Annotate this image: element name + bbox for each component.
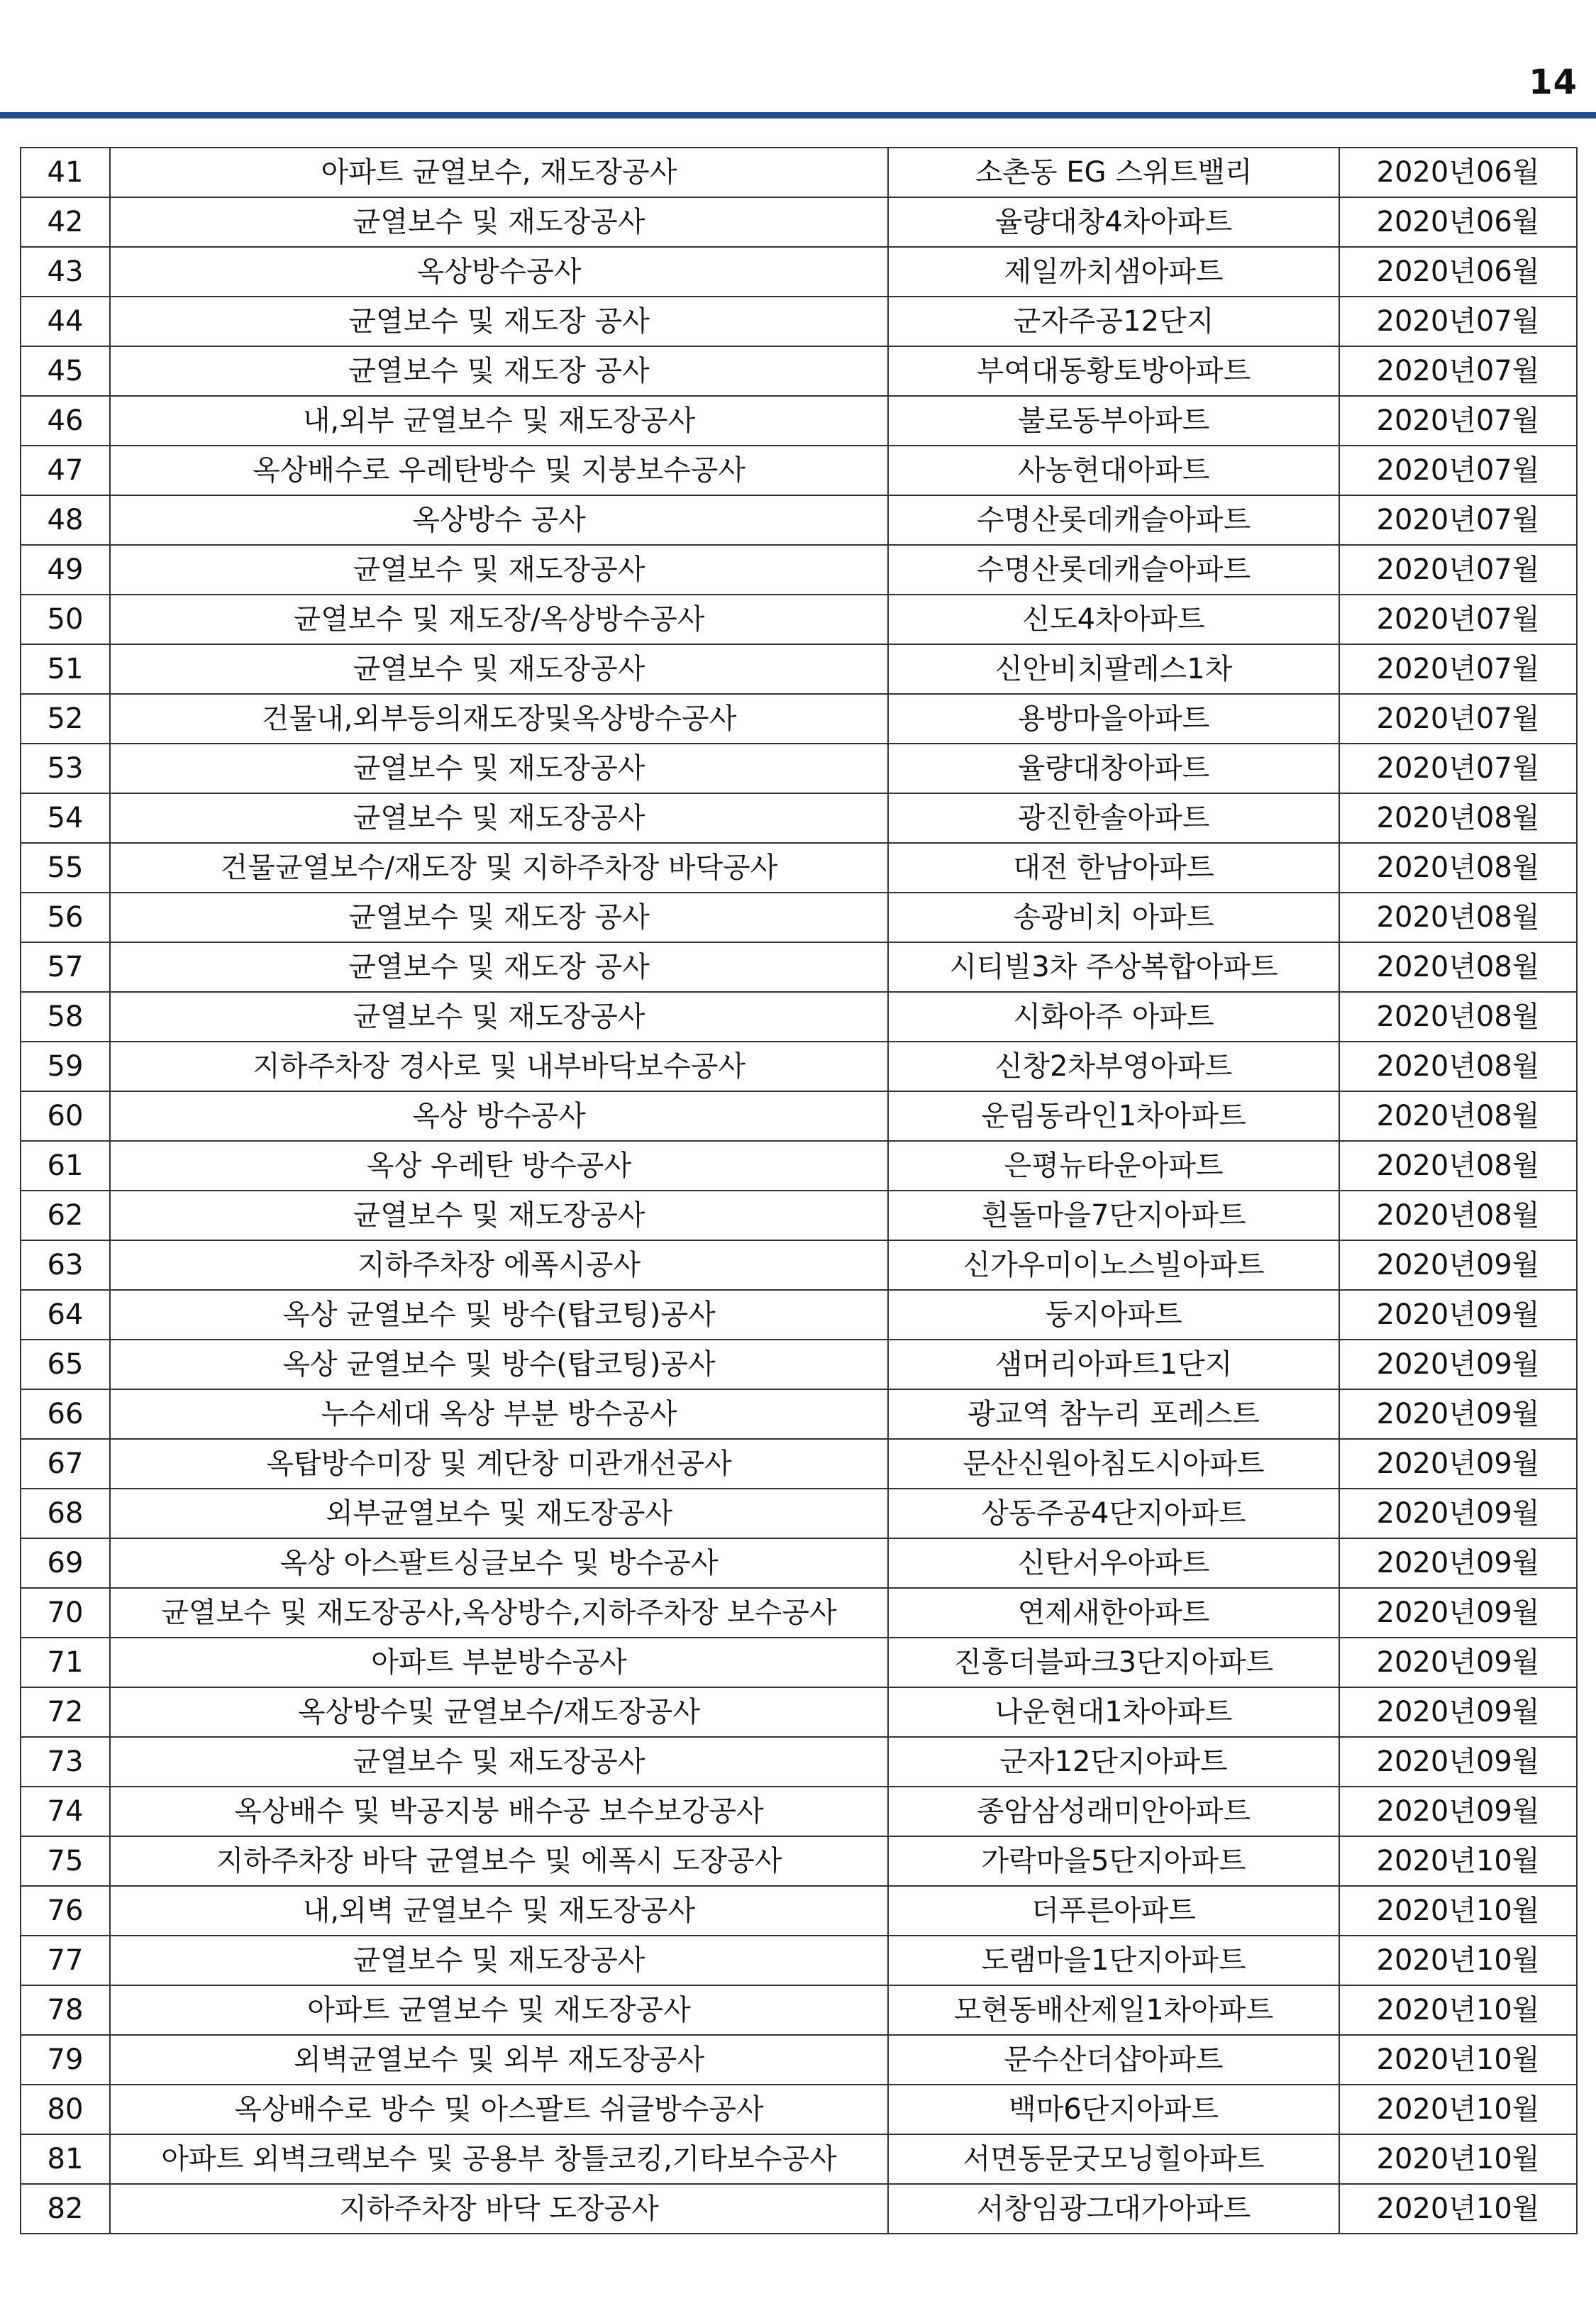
row-number-cell: 76	[21, 1886, 110, 1936]
table-row	[21, 1638, 1577, 1687]
row-number-cell: 59	[21, 1042, 110, 1091]
completion-date-cell: 2020년10월	[1339, 1936, 1577, 1985]
site-name-cell: 가락마을5단지아파트	[888, 1836, 1339, 1886]
work-description-cell: 건물균열보수/재도장 및 지하주차장 바닥공사	[110, 843, 888, 893]
site-name-cell: 은평뉴타운아파트	[888, 1141, 1339, 1191]
work-description-cell: 옥상배수로 우레탄방수 및 지붕보수공사	[110, 446, 888, 495]
page-number: 14	[1529, 62, 1578, 102]
site-name-cell: 샘머리아파트1단지	[888, 1340, 1339, 1389]
row-number-cell: 47	[21, 446, 110, 495]
work-description-cell: 옥상배수 및 박공지붕 배수공 보수보강공사	[110, 1787, 888, 1836]
row-number-cell: 79	[21, 2035, 110, 2085]
work-description-cell: 균열보수 및 재도장공사	[110, 1936, 888, 1985]
completion-date-cell: 2020년08월	[1339, 942, 1577, 992]
completion-date-cell: 2020년07월	[1339, 396, 1577, 446]
row-number-cell: 50	[21, 595, 110, 644]
table-row	[21, 992, 1577, 1042]
site-name-cell: 제일까치샘아파트	[888, 247, 1339, 297]
completion-date-cell: 2020년10월	[1339, 1886, 1577, 1936]
row-number-cell: 60	[21, 1091, 110, 1141]
site-name-cell: 서창임광그대가아파트	[888, 2184, 1339, 2234]
site-name-cell: 운림동라인1차아파트	[888, 1091, 1339, 1141]
completion-date-cell: 2020년09월	[1339, 1439, 1577, 1489]
work-description-cell: 균열보수 및 재도장 공사	[110, 297, 888, 346]
work-description-cell: 지하주차장 경사로 및 내부바닥보수공사	[110, 1042, 888, 1091]
work-description-cell: 외벽균열보수 및 외부 재도장공사	[110, 2035, 888, 2085]
completion-date-cell: 2020년07월	[1339, 495, 1577, 545]
table-row	[21, 2035, 1577, 2085]
table-row	[21, 446, 1577, 495]
work-description-cell: 균열보수 및 재도장공사	[110, 992, 888, 1042]
row-number-cell: 57	[21, 942, 110, 992]
site-name-cell: 문수산더샵아파트	[888, 2035, 1339, 2085]
table-row	[21, 694, 1577, 744]
completion-date-cell: 2020년07월	[1339, 644, 1577, 694]
row-number-cell: 48	[21, 495, 110, 545]
work-description-cell: 균열보수 및 재도장 공사	[110, 346, 888, 396]
project-history-table	[20, 147, 1578, 2234]
table-row	[21, 495, 1577, 545]
row-number-cell: 64	[21, 1290, 110, 1340]
row-number-cell: 49	[21, 545, 110, 595]
work-description-cell: 옥상 균열보수 및 방수(탑코팅)공사	[110, 1290, 888, 1340]
completion-date-cell: 2020년10월	[1339, 2085, 1577, 2134]
work-description-cell: 균열보수 및 재도장공사	[110, 644, 888, 694]
row-number-cell: 65	[21, 1340, 110, 1389]
row-number-cell: 66	[21, 1389, 110, 1439]
completion-date-cell: 2020년08월	[1339, 992, 1577, 1042]
table-row	[21, 744, 1577, 793]
row-number-cell: 67	[21, 1439, 110, 1489]
work-description-cell: 옥탑방수미장 및 계단창 미관개선공사	[110, 1439, 888, 1489]
site-name-cell: 서면동문굿모닝힐아파트	[888, 2134, 1339, 2184]
table-row	[21, 1042, 1577, 1091]
work-description-cell: 옥상방수 공사	[110, 495, 888, 545]
row-number-cell: 53	[21, 744, 110, 793]
row-number-cell: 54	[21, 793, 110, 843]
table-row	[21, 893, 1577, 942]
completion-date-cell: 2020년06월	[1339, 148, 1577, 197]
table-row	[21, 1737, 1577, 1787]
site-name-cell: 수명산롯데캐슬아파트	[888, 495, 1339, 545]
table-row	[21, 346, 1577, 396]
table-row	[21, 1340, 1577, 1389]
site-name-cell: 군자주공12단지	[888, 297, 1339, 346]
site-name-cell: 율량대창4차아파트	[888, 197, 1339, 247]
work-description-cell: 외부균열보수 및 재도장공사	[110, 1489, 888, 1538]
work-description-cell: 균열보수 및 재도장공사,옥상방수,지하주차장 보수공사	[110, 1588, 888, 1638]
work-description-cell: 아파트 균열보수 및 재도장공사	[110, 1985, 888, 2035]
row-number-cell: 73	[21, 1737, 110, 1787]
completion-date-cell: 2020년09월	[1339, 1787, 1577, 1836]
site-name-cell: 상동주공4단지아파트	[888, 1489, 1339, 1538]
table-row	[21, 942, 1577, 992]
table-row	[21, 1141, 1577, 1191]
work-description-cell: 옥상 균열보수 및 방수(탑코팅)공사	[110, 1340, 888, 1389]
table-row	[21, 2085, 1577, 2134]
row-number-cell: 55	[21, 843, 110, 893]
work-description-cell: 옥상방수및 균열보수/재도장공사	[110, 1687, 888, 1737]
site-name-cell: 용방마을아파트	[888, 694, 1339, 744]
site-name-cell: 불로동부아파트	[888, 396, 1339, 446]
work-description-cell: 옥상 우레탄 방수공사	[110, 1141, 888, 1191]
site-name-cell: 문산신원아침도시아파트	[888, 1439, 1339, 1489]
table-row	[21, 148, 1577, 197]
row-number-cell: 46	[21, 396, 110, 446]
site-name-cell: 둥지아파트	[888, 1290, 1339, 1340]
row-number-cell: 58	[21, 992, 110, 1042]
site-name-cell: 더푸른아파트	[888, 1886, 1339, 1936]
table-row	[21, 396, 1577, 446]
work-description-cell: 균열보수 및 재도장/옥상방수공사	[110, 595, 888, 644]
table-row	[21, 1936, 1577, 1985]
row-number-cell: 68	[21, 1489, 110, 1538]
site-name-cell: 소촌동 EG 스위트밸리	[888, 148, 1339, 197]
table-row	[21, 1985, 1577, 2035]
table-row	[21, 545, 1577, 595]
work-description-cell: 아파트 균열보수, 재도장공사	[110, 148, 888, 197]
site-name-cell: 광교역 참누리 포레스트	[888, 1389, 1339, 1439]
table-row	[21, 1240, 1577, 1290]
row-number-cell: 44	[21, 297, 110, 346]
project-table-wrapper	[20, 147, 1576, 2234]
work-description-cell: 균열보수 및 재도장공사	[110, 744, 888, 793]
row-number-cell: 43	[21, 247, 110, 297]
row-number-cell: 52	[21, 694, 110, 744]
completion-date-cell: 2020년09월	[1339, 1389, 1577, 1439]
site-name-cell: 시티빌3차 주상복합아파트	[888, 942, 1339, 992]
site-name-cell: 종암삼성래미안아파트	[888, 1787, 1339, 1836]
site-name-cell: 신도4차아파트	[888, 595, 1339, 644]
work-description-cell: 균열보수 및 재도장 공사	[110, 893, 888, 942]
site-name-cell: 대전 한남아파트	[888, 843, 1339, 893]
table-row	[21, 1687, 1577, 1737]
completion-date-cell: 2020년07월	[1339, 346, 1577, 396]
table-row	[21, 1588, 1577, 1638]
site-name-cell: 흰돌마을7단지아파트	[888, 1191, 1339, 1240]
completion-date-cell: 2020년08월	[1339, 1042, 1577, 1091]
site-name-cell: 광진한솔아파트	[888, 793, 1339, 843]
work-description-cell: 균열보수 및 재도장공사	[110, 197, 888, 247]
work-description-cell: 균열보수 및 재도장공사	[110, 1737, 888, 1787]
row-number-cell: 62	[21, 1191, 110, 1240]
row-number-cell: 78	[21, 1985, 110, 2035]
row-number-cell: 81	[21, 2134, 110, 2184]
row-number-cell: 80	[21, 2085, 110, 2134]
table-row	[21, 197, 1577, 247]
site-name-cell: 모현동배산제일1차아파트	[888, 1985, 1339, 2035]
completion-date-cell: 2020년09월	[1339, 1489, 1577, 1538]
row-number-cell: 72	[21, 1687, 110, 1737]
row-number-cell: 69	[21, 1538, 110, 1588]
table-row	[21, 1836, 1577, 1886]
table-row	[21, 2134, 1577, 2184]
table-row	[21, 1886, 1577, 1936]
completion-date-cell: 2020년10월	[1339, 2134, 1577, 2184]
site-name-cell: 부여대동황토방아파트	[888, 346, 1339, 396]
completion-date-cell: 2020년09월	[1339, 1240, 1577, 1290]
row-number-cell: 70	[21, 1588, 110, 1638]
table-row	[21, 2184, 1577, 2234]
completion-date-cell: 2020년10월	[1339, 1836, 1577, 1886]
site-name-cell: 송광비치 아파트	[888, 893, 1339, 942]
site-name-cell: 시화아주 아파트	[888, 992, 1339, 1042]
row-number-cell: 61	[21, 1141, 110, 1191]
site-name-cell: 진흥더블파크3단지아파트	[888, 1638, 1339, 1687]
completion-date-cell: 2020년07월	[1339, 297, 1577, 346]
completion-date-cell: 2020년10월	[1339, 2184, 1577, 2234]
completion-date-cell: 2020년08월	[1339, 843, 1577, 893]
row-number-cell: 75	[21, 1836, 110, 1886]
completion-date-cell: 2020년07월	[1339, 744, 1577, 793]
completion-date-cell: 2020년08월	[1339, 893, 1577, 942]
completion-date-cell: 2020년08월	[1339, 1191, 1577, 1240]
site-name-cell: 연제새한아파트	[888, 1588, 1339, 1638]
completion-date-cell: 2020년06월	[1339, 197, 1577, 247]
table-row	[21, 1787, 1577, 1836]
row-number-cell: 42	[21, 197, 110, 247]
table-row	[21, 1191, 1577, 1240]
row-number-cell: 63	[21, 1240, 110, 1290]
completion-date-cell: 2020년07월	[1339, 545, 1577, 595]
row-number-cell: 56	[21, 893, 110, 942]
completion-date-cell: 2020년09월	[1339, 1538, 1577, 1588]
table-row	[21, 1290, 1577, 1340]
site-name-cell: 백마6단지아파트	[888, 2085, 1339, 2134]
table-row	[21, 1439, 1577, 1489]
row-number-cell: 51	[21, 644, 110, 694]
site-name-cell: 신안비치팔레스1차	[888, 644, 1339, 694]
table-row	[21, 1538, 1577, 1588]
completion-date-cell: 2020년09월	[1339, 1638, 1577, 1687]
row-number-cell: 41	[21, 148, 110, 197]
header-rule	[0, 112, 1596, 118]
site-name-cell: 사농현대아파트	[888, 446, 1339, 495]
completion-date-cell: 2020년10월	[1339, 2035, 1577, 2085]
completion-date-cell: 2020년08월	[1339, 1091, 1577, 1141]
completion-date-cell: 2020년10월	[1339, 1985, 1577, 2035]
row-number-cell: 71	[21, 1638, 110, 1687]
completion-date-cell: 2020년09월	[1339, 1340, 1577, 1389]
row-number-cell: 82	[21, 2184, 110, 2234]
table-row	[21, 1091, 1577, 1141]
table-body	[21, 148, 1577, 2234]
work-description-cell: 내,외벽 균열보수 및 재도장공사	[110, 1886, 888, 1936]
work-description-cell: 균열보수 및 재도장 공사	[110, 942, 888, 992]
completion-date-cell: 2020년08월	[1339, 793, 1577, 843]
completion-date-cell: 2020년09월	[1339, 1687, 1577, 1737]
work-description-cell: 지하주차장 에폭시공사	[110, 1240, 888, 1290]
completion-date-cell: 2020년07월	[1339, 694, 1577, 744]
work-description-cell: 아파트 외벽크랙보수 및 공용부 창틀코킹,기타보수공사	[110, 2134, 888, 2184]
work-description-cell: 아파트 부분방수공사	[110, 1638, 888, 1687]
site-name-cell: 나운현대1차아파트	[888, 1687, 1339, 1737]
work-description-cell: 균열보수 및 재도장공사	[110, 1191, 888, 1240]
table-row	[21, 595, 1577, 644]
completion-date-cell: 2020년09월	[1339, 1737, 1577, 1787]
completion-date-cell: 2020년06월	[1339, 247, 1577, 297]
work-description-cell: 균열보수 및 재도장공사	[110, 545, 888, 595]
work-description-cell: 내,외부 균열보수 및 재도장공사	[110, 396, 888, 446]
work-description-cell: 옥상방수공사	[110, 247, 888, 297]
table-row	[21, 1389, 1577, 1439]
table-row	[21, 1489, 1577, 1538]
work-description-cell: 옥상 아스팔트싱글보수 및 방수공사	[110, 1538, 888, 1588]
work-description-cell: 옥상 방수공사	[110, 1091, 888, 1141]
table-row	[21, 793, 1577, 843]
row-number-cell: 77	[21, 1936, 110, 1985]
table-row	[21, 297, 1577, 346]
site-name-cell: 군자12단지아파트	[888, 1737, 1339, 1787]
row-number-cell: 45	[21, 346, 110, 396]
table-row	[21, 247, 1577, 297]
work-description-cell: 옥상배수로 방수 및 아스팔트 쉬글방수공사	[110, 2085, 888, 2134]
work-description-cell: 지하주차장 바닥 균열보수 및 에폭시 도장공사	[110, 1836, 888, 1886]
completion-date-cell: 2020년09월	[1339, 1588, 1577, 1638]
work-description-cell: 누수세대 옥상 부분 방수공사	[110, 1389, 888, 1439]
work-description-cell: 건물내,외부등의재도장및옥상방수공사	[110, 694, 888, 744]
completion-date-cell: 2020년07월	[1339, 595, 1577, 644]
row-number-cell: 74	[21, 1787, 110, 1836]
work-description-cell: 지하주차장 바닥 도장공사	[110, 2184, 888, 2234]
table-row	[21, 644, 1577, 694]
site-name-cell: 신창2차부영아파트	[888, 1042, 1339, 1091]
site-name-cell: 도램마을1단지아파트	[888, 1936, 1339, 1985]
completion-date-cell: 2020년07월	[1339, 446, 1577, 495]
site-name-cell: 율량대창아파트	[888, 744, 1339, 793]
completion-date-cell: 2020년09월	[1339, 1290, 1577, 1340]
site-name-cell: 수명산롯데캐슬아파트	[888, 545, 1339, 595]
completion-date-cell: 2020년08월	[1339, 1141, 1577, 1191]
site-name-cell: 신탄서우아파트	[888, 1538, 1339, 1588]
site-name-cell: 신가우미이노스빌아파트	[888, 1240, 1339, 1290]
work-description-cell: 균열보수 및 재도장공사	[110, 793, 888, 843]
table-row	[21, 843, 1577, 893]
